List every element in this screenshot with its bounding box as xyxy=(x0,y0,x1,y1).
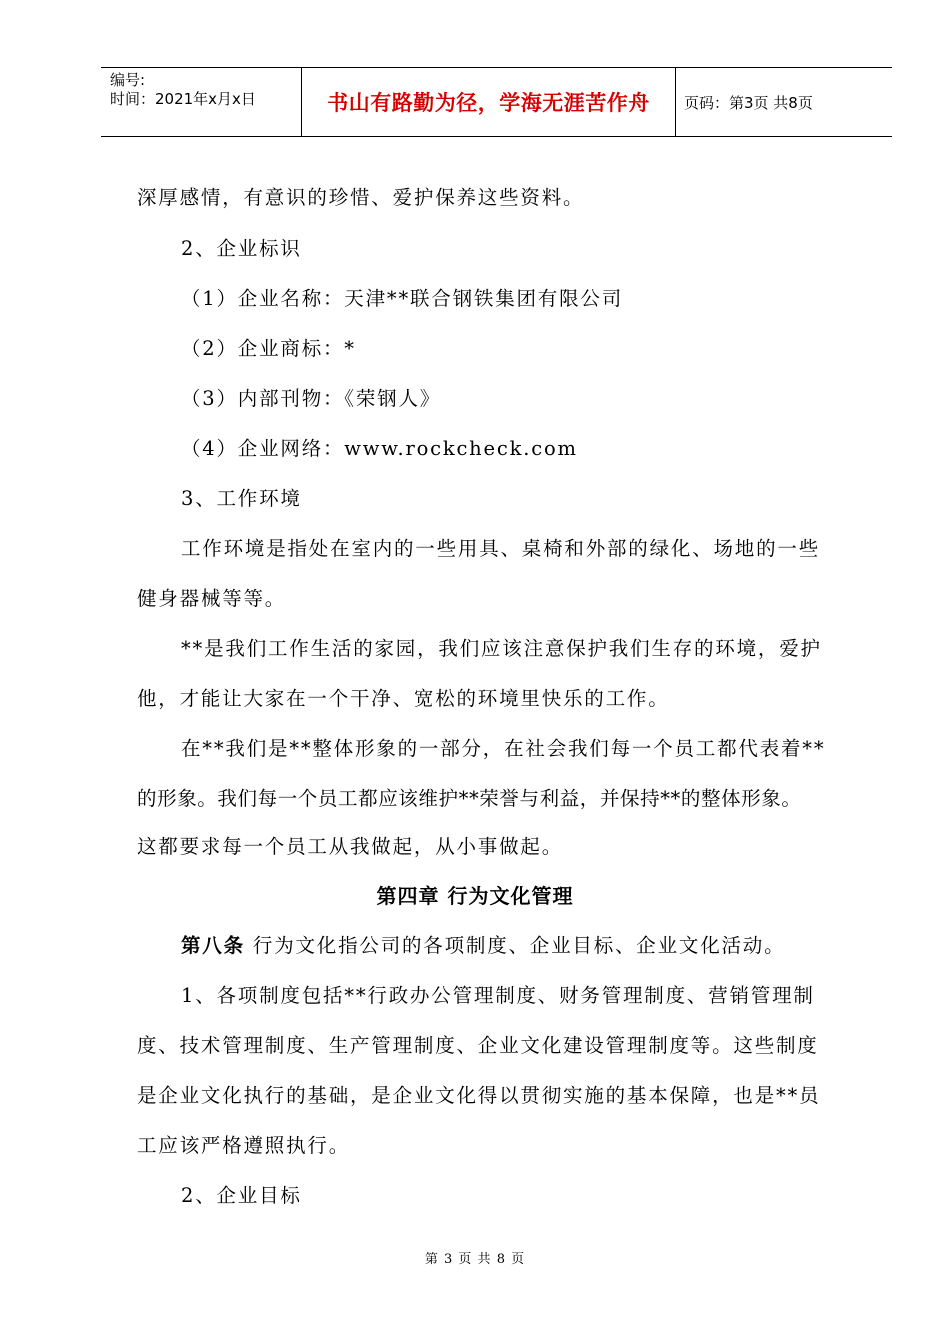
time-label: 时间：2021年x月x日 xyxy=(110,90,256,108)
list-item: （4）企业网络：www.rockcheck.com xyxy=(181,437,578,460)
header-page-info: 页码：第3页 共8页 xyxy=(684,93,813,112)
paragraph-line: 1、各项制度包括**行政办公管理制度、财务管理制度、营销管理制 xyxy=(181,984,815,1007)
paragraph-line: 在**我们是**整体形象的一部分，在社会我们每一个员工都代表着** xyxy=(181,737,826,760)
paragraph-line: **是我们工作生活的家园，我们应该注意保护我们生存的环境，爱护 xyxy=(181,637,822,660)
article-label: 第八条 xyxy=(181,934,245,957)
list-item: （2）企业商标：* xyxy=(181,337,356,360)
paragraph-line: 工作环境是指处在室内的一些用具、桌椅和外部的绿化、场地的一些 xyxy=(181,537,821,560)
paragraph-line: 健身器械等等。 xyxy=(137,587,287,610)
page-header xyxy=(101,67,892,137)
paragraph-line: 度、技术管理制度、生产管理制度、企业文化建设管理制度等。这些制度 xyxy=(137,1034,819,1057)
list-item: （1）企业名称：天津**联合钢铁集团有限公司 xyxy=(181,287,624,310)
article-line xyxy=(181,930,785,958)
number-label: 编号: xyxy=(110,71,146,89)
paragraph-line: 这都要求每一个员工从我做起，从小事做起。 xyxy=(137,835,564,858)
paragraph-line: 工应该严格遵照执行。 xyxy=(137,1134,351,1157)
article-text: 行为文化指公司的各项制度、企业目标、企业文化活动。 xyxy=(244,934,786,957)
paragraph-line: 是企业文化执行的基础，是企业文化得以贯彻实施的基本保障，也是**员 xyxy=(137,1084,821,1107)
paragraph-line: 的形象。我们每一个员工都应该维护**荣誉与利益，并保持**的整体形象。 xyxy=(137,787,802,810)
section-heading: 2、企业标识 xyxy=(181,237,302,260)
paragraph-line: 他，才能让大家在一个干净、宽松的环境里快乐的工作。 xyxy=(137,687,670,710)
paragraph-line: 深厚感情，有意识的珍惜、爱护保养这些资料。 xyxy=(137,186,585,209)
chapter-title: 第四章 行为文化管理 xyxy=(376,884,574,908)
page-footer: 第 3 页 共 8 页 xyxy=(424,1252,526,1267)
header-motto: 书山有路勤为径，学海无涯苦作舟 xyxy=(302,68,676,136)
section-heading: 3、工作环境 xyxy=(181,487,302,510)
section-heading: 2、企业目标 xyxy=(181,1184,302,1207)
header-meta xyxy=(101,68,302,136)
list-item: （3）内部刊物：《荣钢人》 xyxy=(181,387,442,410)
